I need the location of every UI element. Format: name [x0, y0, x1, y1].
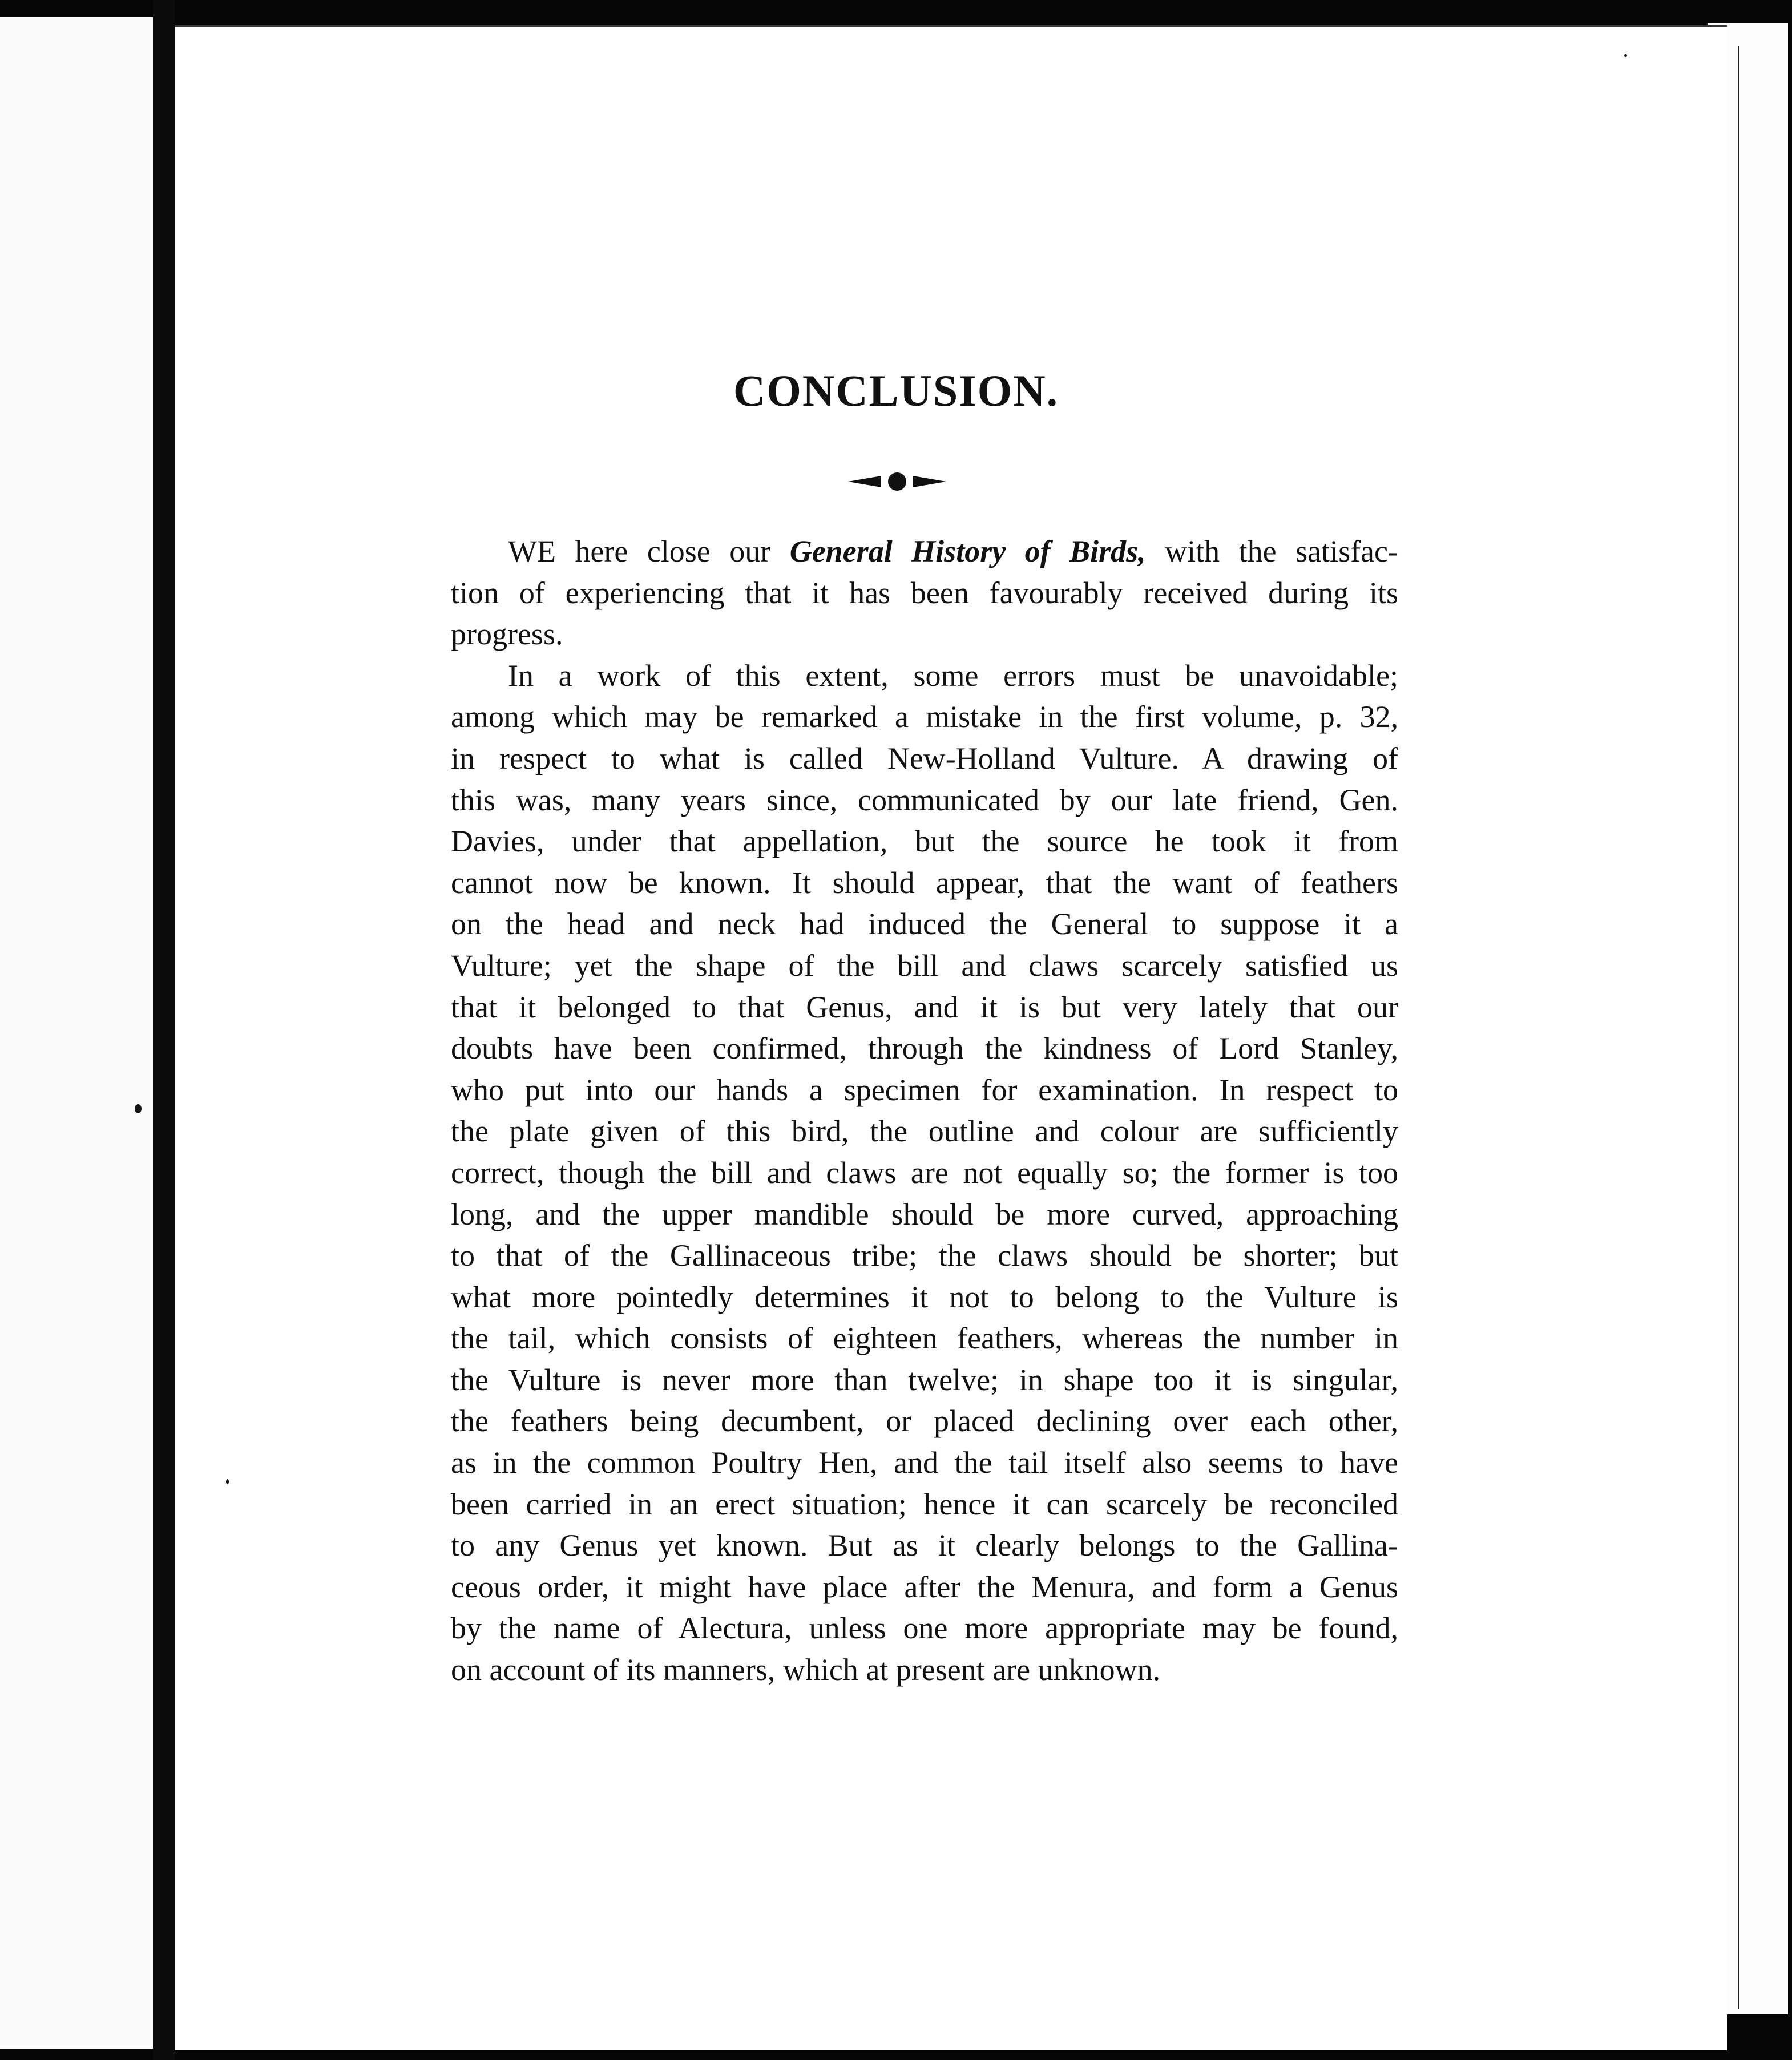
- text-segment: among which may be remarked a mistake in the first volume, p. 32,: [451, 700, 1398, 734]
- ink-speck: [135, 1104, 142, 1113]
- text-segment: WE here close our: [508, 534, 790, 568]
- paragraph: [388, 531, 1398, 655]
- text-segment: the plate given of this bird, the outline and colour are sufficiently: [451, 1114, 1398, 1149]
- text-segment: correct, though the bill and claws are not equally so; the former is too: [451, 1155, 1398, 1190]
- text-line: [388, 1400, 1398, 1442]
- text-line: [388, 987, 1398, 1028]
- ornament-divider: [846, 471, 949, 492]
- text-line: [388, 531, 1398, 572]
- text-segment: that it belonged to that Genus, and it is but very lately that our: [451, 989, 1398, 1024]
- binding-gutter: [153, 0, 175, 2060]
- text-segment: in respect to what is called New-Holland Vulture. A drawing of: [451, 741, 1398, 775]
- text-line: [388, 1359, 1398, 1401]
- text-line: [388, 1442, 1398, 1484]
- text-line: [388, 1152, 1398, 1194]
- text-segment: who put into our hands a specimen for examination. In respect to: [451, 1072, 1398, 1107]
- text-segment: cannot now be known. It should appear, that the want of feathers: [451, 865, 1398, 900]
- text-segment: by the name of Alectura, unless one more appropriate may be found,: [451, 1611, 1398, 1646]
- text-line: [388, 1649, 1398, 1691]
- facing-page-edge: [0, 17, 153, 2049]
- text-segment: to any Genus yet known. But as it clearly belongs to the Gallina-: [451, 1528, 1398, 1563]
- ink-speck: [1624, 54, 1627, 57]
- text-segment: to that of the Gallinaceous tribe; the claws should be shorter; but: [451, 1238, 1398, 1273]
- text-line: [388, 903, 1398, 945]
- text-segment: the tail, which consists of eighteen feathers, whereas the number in: [451, 1321, 1398, 1356]
- text-line: [388, 1110, 1398, 1152]
- paragraph: [388, 655, 1398, 1691]
- text-line: [388, 1607, 1398, 1649]
- text-segment: In a work of this extent, some errors must be unavoidable;: [508, 658, 1398, 693]
- page-edge: [1738, 46, 1788, 2009]
- text-line: [388, 1277, 1398, 1318]
- book-title-italic: General History of Birds,: [789, 534, 1146, 568]
- ink-speck: [226, 1479, 229, 1484]
- text-segment: the Vulture is never more than twelve; in shape too it is singular,: [451, 1362, 1398, 1397]
- text-segment: on account of its manners, which at present are unknown.: [451, 1653, 1161, 1687]
- text-line: [388, 738, 1398, 779]
- text-line: [388, 1525, 1398, 1566]
- text-segment: long, and the upper mandible should be more curved, approaching: [451, 1197, 1398, 1231]
- text-line: [388, 821, 1398, 862]
- text-segment: this was, many years since, communicated by our late friend, Gen.: [451, 782, 1398, 817]
- text-line: [388, 655, 1398, 697]
- text-segment: on the head and neck had induced the General to suppose it a: [451, 907, 1398, 942]
- text-line: [388, 862, 1398, 904]
- page-title: CONCLUSION.: [733, 366, 1059, 415]
- text-line: [388, 572, 1398, 614]
- text-segment: been carried in an erect situation; hence it can scarcely be reconciled: [451, 1487, 1398, 1521]
- text-segment: what more pointedly determines it not to belong to the Vulture is: [451, 1279, 1398, 1314]
- text-segment: doubts have been confirmed, through the kindness of Lord Stanley,: [451, 1031, 1398, 1066]
- text-line: [388, 1028, 1398, 1069]
- text-segment: the feathers being decumbent, or placed declining over each other,: [451, 1404, 1398, 1439]
- text-line: [388, 1069, 1398, 1111]
- text-segment: ceous order, it might have place after the Menura, and form a Genus: [451, 1569, 1398, 1604]
- text-line: [388, 696, 1398, 738]
- text-line: [388, 779, 1398, 821]
- text-segment: Vulture; yet the shape of the bill and claws scarcely satisfied us: [451, 948, 1398, 983]
- text-line: [388, 1194, 1398, 1235]
- text-line: [388, 945, 1398, 987]
- text-line: [388, 1484, 1398, 1525]
- text-segment: progress.: [451, 617, 563, 652]
- text-segment: tion of experiencing that it has been favourably received during its: [451, 575, 1398, 610]
- text-segment: Davies, under that appellation, but the source he took it from: [451, 824, 1398, 859]
- text-line: [388, 1566, 1398, 1608]
- text-line: [388, 1318, 1398, 1359]
- text-line: [388, 613, 1398, 655]
- text-line: [388, 1235, 1398, 1277]
- text-segment: as in the common Poultry Hen, and the tail itself also seems to have: [451, 1445, 1398, 1480]
- text-segment: with the satisfac-: [1145, 534, 1398, 568]
- body-text: [388, 531, 1398, 1691]
